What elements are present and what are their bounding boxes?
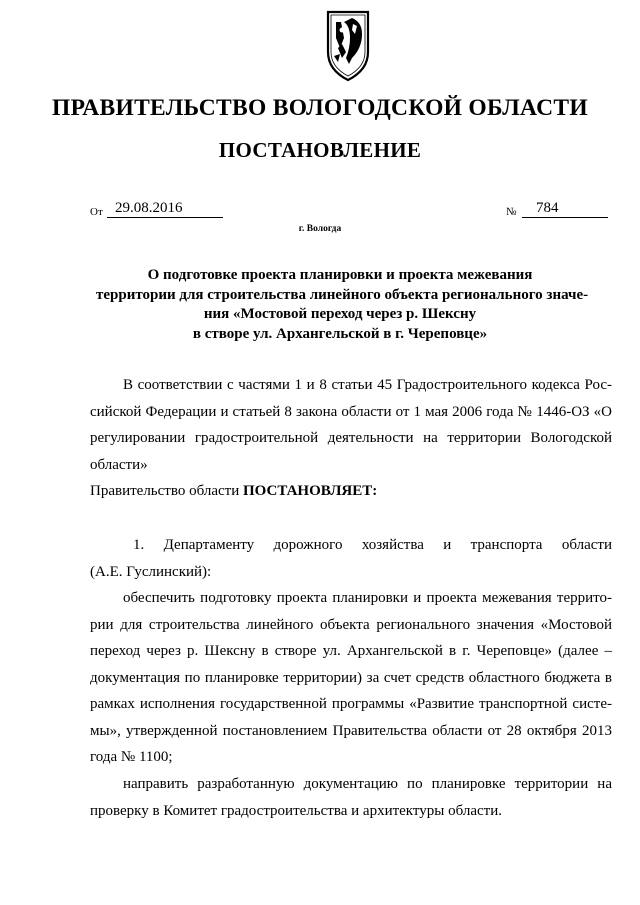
title-line: ния «Мостовой переход через р. Шексну bbox=[203, 306, 477, 322]
title-line: в створе ул. Архангельской в г. Череповце» bbox=[192, 325, 488, 342]
preamble-line: сийской Федерации и статьей 8 закона области от 1 мая 2006 года № 1446-ОЗ «О bbox=[90, 403, 612, 420]
item-1-line: 1. Департаменту дорожного хозяйства и транспорта области bbox=[133, 537, 612, 553]
city-label: г. Вологда bbox=[298, 224, 342, 234]
document-title bbox=[96, 266, 589, 344]
number-label: № bbox=[506, 206, 517, 218]
item-1a-line: года № 1100; bbox=[90, 749, 173, 765]
organization-title: ПРАВИТЕЛЬСТВО ВОЛОГОДСКОЙ ОБЛАСТИ bbox=[52, 95, 588, 121]
item-1b-line: направить разработанную документацию по планировке территории на bbox=[123, 776, 612, 792]
item-1a-line: обеспечить подготовку проекта планировки и проекта межевания террито- bbox=[123, 590, 612, 606]
date-label: От bbox=[90, 206, 103, 218]
preamble-paragraph bbox=[90, 372, 612, 478]
item-1a-line: рамках исполнения государственной программы «Развитие транспортной систе- bbox=[90, 696, 612, 712]
coat-of-arms-emblem bbox=[322, 8, 374, 84]
item-1a-line: документация по планировке территории) за счет средств областного бюджета в bbox=[90, 669, 612, 686]
item-1a-paragraph bbox=[90, 585, 612, 771]
title-line: О подготовке проекта планировки и проекта межевания bbox=[147, 267, 533, 283]
item-1-line: (А.Е. Гуслинский): bbox=[90, 563, 212, 580]
document-number: 784 bbox=[522, 199, 608, 218]
document-type: ПОСТАНОВЛЕНИЕ bbox=[218, 138, 422, 162]
item-1a-line: рии для строительства линейного объекта регионального значения «Мостовой bbox=[90, 616, 612, 633]
item-1-paragraph bbox=[90, 532, 612, 585]
document-date: 29.08.2016 bbox=[107, 199, 223, 218]
title-line: территории для строительства линейного объекта регионального значе- bbox=[96, 286, 589, 303]
resolve-line bbox=[90, 478, 612, 505]
item-1b-paragraph bbox=[90, 771, 612, 824]
item-1b-line: проверку в Комитет градостроительства и архитектуры области. bbox=[90, 802, 502, 819]
resolve-prefix: Правительство области bbox=[90, 483, 243, 499]
item-1a-line: переход через р. Шексну в створе ул. Архангельской в г. Череповце» (далее – bbox=[90, 643, 612, 659]
preamble-line: В соответствии с частями 1 и 8 статьи 45 Градостроительного кодекса Рос- bbox=[123, 377, 612, 393]
preamble-line: регулировании градостроительной деятельности на территории Вологодской bbox=[90, 430, 612, 446]
preamble-line: области» bbox=[90, 456, 148, 473]
resolve-verb: ПОСТАНОВЛЯЕТ: bbox=[242, 483, 378, 499]
item-1a-line: мы», утвержденной постановлением Правительства области от 28 октября 2013 bbox=[90, 722, 612, 739]
